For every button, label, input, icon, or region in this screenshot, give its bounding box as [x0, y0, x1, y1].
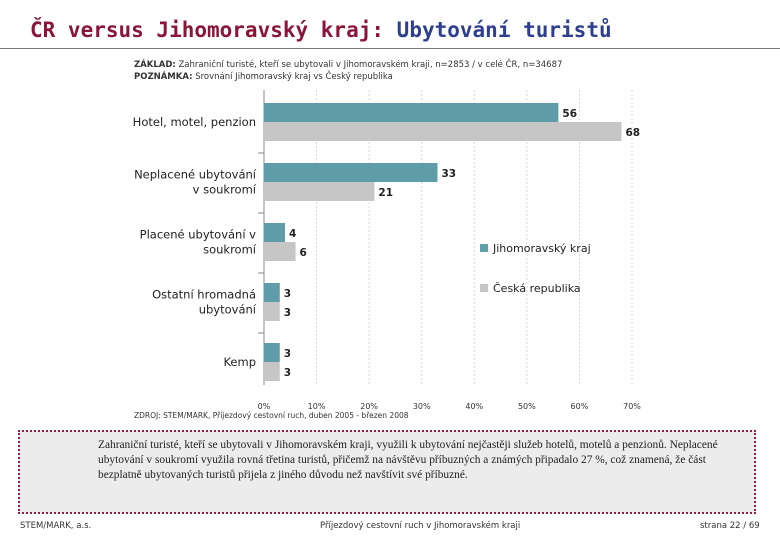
x-tick-label: 20% [360, 402, 379, 411]
category-label: Hotel, motel, penzion [132, 115, 256, 129]
x-tick-label: 10% [307, 402, 326, 411]
bar [264, 163, 437, 182]
legend-label: Česká republika [493, 282, 581, 295]
x-tick-label: 40% [465, 402, 484, 411]
data-label: 21 [378, 187, 394, 199]
legend-swatch [480, 244, 488, 252]
bar [264, 343, 280, 362]
commentary-text: Zahraniční turisté, kteří se ubytovali v Jihomoravském kraji, využili k ubytování nejčastěji služeb hotelů, motelů a penzionů. Neplacené ubytování v soukromí využila rovná třetina turistů, přičemž na návštěvu příbuzných a známých připadalo 27 %, což znamená, že část bezplatně ubytovaných turistů přijela z jiného důvodu než navštívit své příbuzné. [98, 439, 718, 481]
data-label: 3 [283, 367, 292, 379]
footer-report-title: Příjezdový cestovní ruch v Jihomoravském kraji [320, 521, 521, 531]
x-tick-label: 60% [570, 402, 589, 411]
basis-text: Zahraniční turisté, kteří se ubytovali v Jihomoravském kraji, n=2853 / v celé ČR, n=34687 [178, 60, 563, 70]
legend-label: Jihomoravský kraj [493, 242, 591, 255]
bar [264, 242, 296, 261]
footer-company: STEM/MARK, a.s. [20, 521, 92, 531]
x-tick-label: 30% [412, 402, 431, 411]
bar [264, 302, 280, 321]
title-main: ČR versus Jihomoravský kraj: [30, 18, 385, 42]
category-label: Neplacené ubytování [134, 167, 256, 182]
data-label: 68 [625, 127, 641, 139]
legend-swatch [480, 284, 488, 292]
basis-label: ZÁKLAD: [134, 60, 176, 70]
bar [264, 182, 374, 201]
data-label: 4 [289, 228, 297, 240]
x-tick-label: 50% [517, 402, 536, 411]
commentary-box [18, 430, 756, 514]
category-label: Kemp [223, 355, 256, 369]
x-tick-label: 0% [257, 402, 271, 411]
bar [264, 362, 280, 381]
category-label: Placené ubytování v [139, 227, 256, 242]
title-highlight: Ubytování turistů [396, 18, 612, 42]
x-tick-label: 70% [623, 402, 641, 411]
category-label: ubytování [198, 302, 256, 317]
note-label: POZNÁMKA: [134, 72, 193, 82]
bar [264, 283, 280, 302]
footer-page-number: strana 22 / 69 [700, 521, 760, 531]
data-label: 3 [283, 348, 292, 360]
data-label: 3 [283, 288, 292, 300]
category-label: v soukromí [192, 182, 256, 197]
data-label: 56 [562, 108, 578, 120]
note-small-text: Srovnání Jihomoravský kraj vs Český republika [195, 72, 393, 82]
data-label: 3 [283, 307, 292, 319]
data-label: 33 [441, 168, 457, 180]
bar [264, 122, 621, 141]
chart-source: ZDROJ: STEM/MARK, Příjezdový cestovní ruch, duben 2005 - březen 2008 [134, 411, 409, 420]
data-label: 6 [299, 247, 307, 259]
category-label: Ostatní hromadná [152, 287, 256, 302]
bar [264, 103, 558, 122]
category-label: soukromí [203, 242, 256, 257]
bar [264, 223, 285, 242]
